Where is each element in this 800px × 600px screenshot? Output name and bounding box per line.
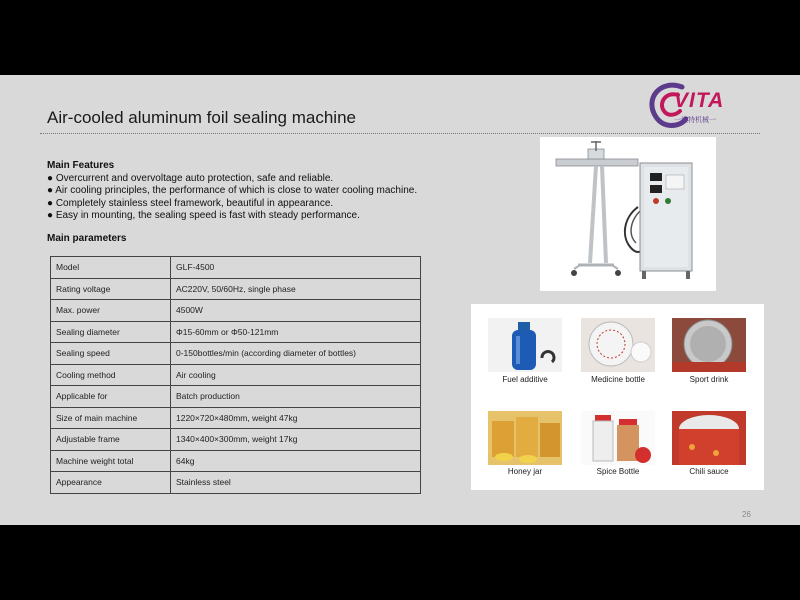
sealed-cup-photo	[672, 318, 746, 372]
table-row	[51, 278, 421, 300]
param-label: Applicable for	[51, 386, 171, 408]
page-title: Air-cooled aluminum foil sealing machine	[47, 108, 356, 127]
sample-applications-panel	[471, 304, 764, 490]
features-list	[47, 173, 467, 222]
table-row	[51, 386, 421, 408]
table-row	[51, 343, 421, 365]
param-label: Max. power	[51, 300, 171, 322]
table-row	[51, 257, 421, 279]
chili-sauce-icon	[672, 411, 746, 465]
param-value: GLF-4500	[171, 257, 421, 279]
param-value: 4500W	[171, 300, 421, 322]
param-value: Air cooling	[171, 364, 421, 386]
sample-caption: Honey jar	[507, 467, 543, 476]
param-label: Sealing diameter	[51, 321, 171, 343]
param-label: Adjustable frame	[51, 429, 171, 451]
table-row	[51, 300, 421, 322]
table-row	[51, 321, 421, 343]
param-value: Φ15-60mm or Φ50-121mm	[171, 321, 421, 343]
honey-jar-photo	[488, 411, 562, 465]
param-value: Stainless steel	[171, 472, 421, 494]
parameters-heading: Main parameters	[47, 233, 127, 244]
sample-caption: Spice Bottle	[596, 467, 640, 476]
blue-bottle-photo	[488, 318, 562, 372]
param-label: Machine weight total	[51, 450, 171, 472]
logo-text: VITA	[674, 89, 725, 112]
sealing-machine-icon	[540, 137, 716, 291]
table-row	[51, 364, 421, 386]
feature-item: ● Overcurrent and overvoltage auto protection, safe and reliable.	[47, 173, 334, 184]
param-label: Rating voltage	[51, 278, 171, 300]
param-label: Appearance	[51, 472, 171, 494]
features-heading: Main Features	[47, 160, 115, 171]
sample-caption: Medicine bottle	[591, 375, 645, 384]
spice-bottle-icon	[581, 411, 655, 465]
sample-caption: Sport drink	[689, 375, 729, 384]
param-value: 64kg	[171, 450, 421, 472]
foil-seal-photo	[581, 318, 655, 372]
table-row	[51, 407, 421, 429]
param-value: 1220×720×480mm, weight 47kg	[171, 407, 421, 429]
logo-subtext: 一维特机械一	[674, 117, 716, 124]
fuel-bottle-icon	[488, 318, 562, 372]
sport-drink-icon	[672, 318, 746, 372]
table-row	[51, 472, 421, 494]
feature-item: ● Easy in mounting, the sealing speed is fast with steady performance.	[47, 209, 360, 221]
table-row	[51, 450, 421, 472]
spice-bottle-photo	[581, 411, 655, 465]
param-value: 0-150bottles/min (according diameter of bottles)	[171, 343, 421, 365]
sample-caption: Fuel additive	[502, 375, 548, 384]
param-label: Model	[51, 257, 171, 279]
param-label: Size of main machine	[51, 407, 171, 429]
honey-jar-icon	[488, 411, 562, 465]
slide	[0, 75, 800, 525]
medicine-seal-icon	[581, 318, 655, 372]
param-value: AC220V, 50/60Hz, single phase	[171, 278, 421, 300]
param-label: Cooling method	[51, 364, 171, 386]
feature-item: ● Air cooling principles, the performance of which is close to water cooling machine.	[47, 185, 418, 197]
page-number: 26	[742, 510, 751, 519]
feature-item: ● Completely stainless steel framework, beautiful in appearance.	[47, 197, 334, 209]
chili-sauce-photo	[672, 411, 746, 465]
parameters-table	[50, 256, 421, 494]
param-value: Batch production	[171, 386, 421, 408]
sample-caption: Chili sauce	[689, 467, 729, 476]
sealing-machine-photo	[540, 137, 716, 291]
table-row	[51, 429, 421, 451]
param-label: Sealing speed	[51, 343, 171, 365]
param-value: 1340×400×300mm, weight 17kg	[171, 429, 421, 451]
vita-logo	[648, 79, 763, 134]
